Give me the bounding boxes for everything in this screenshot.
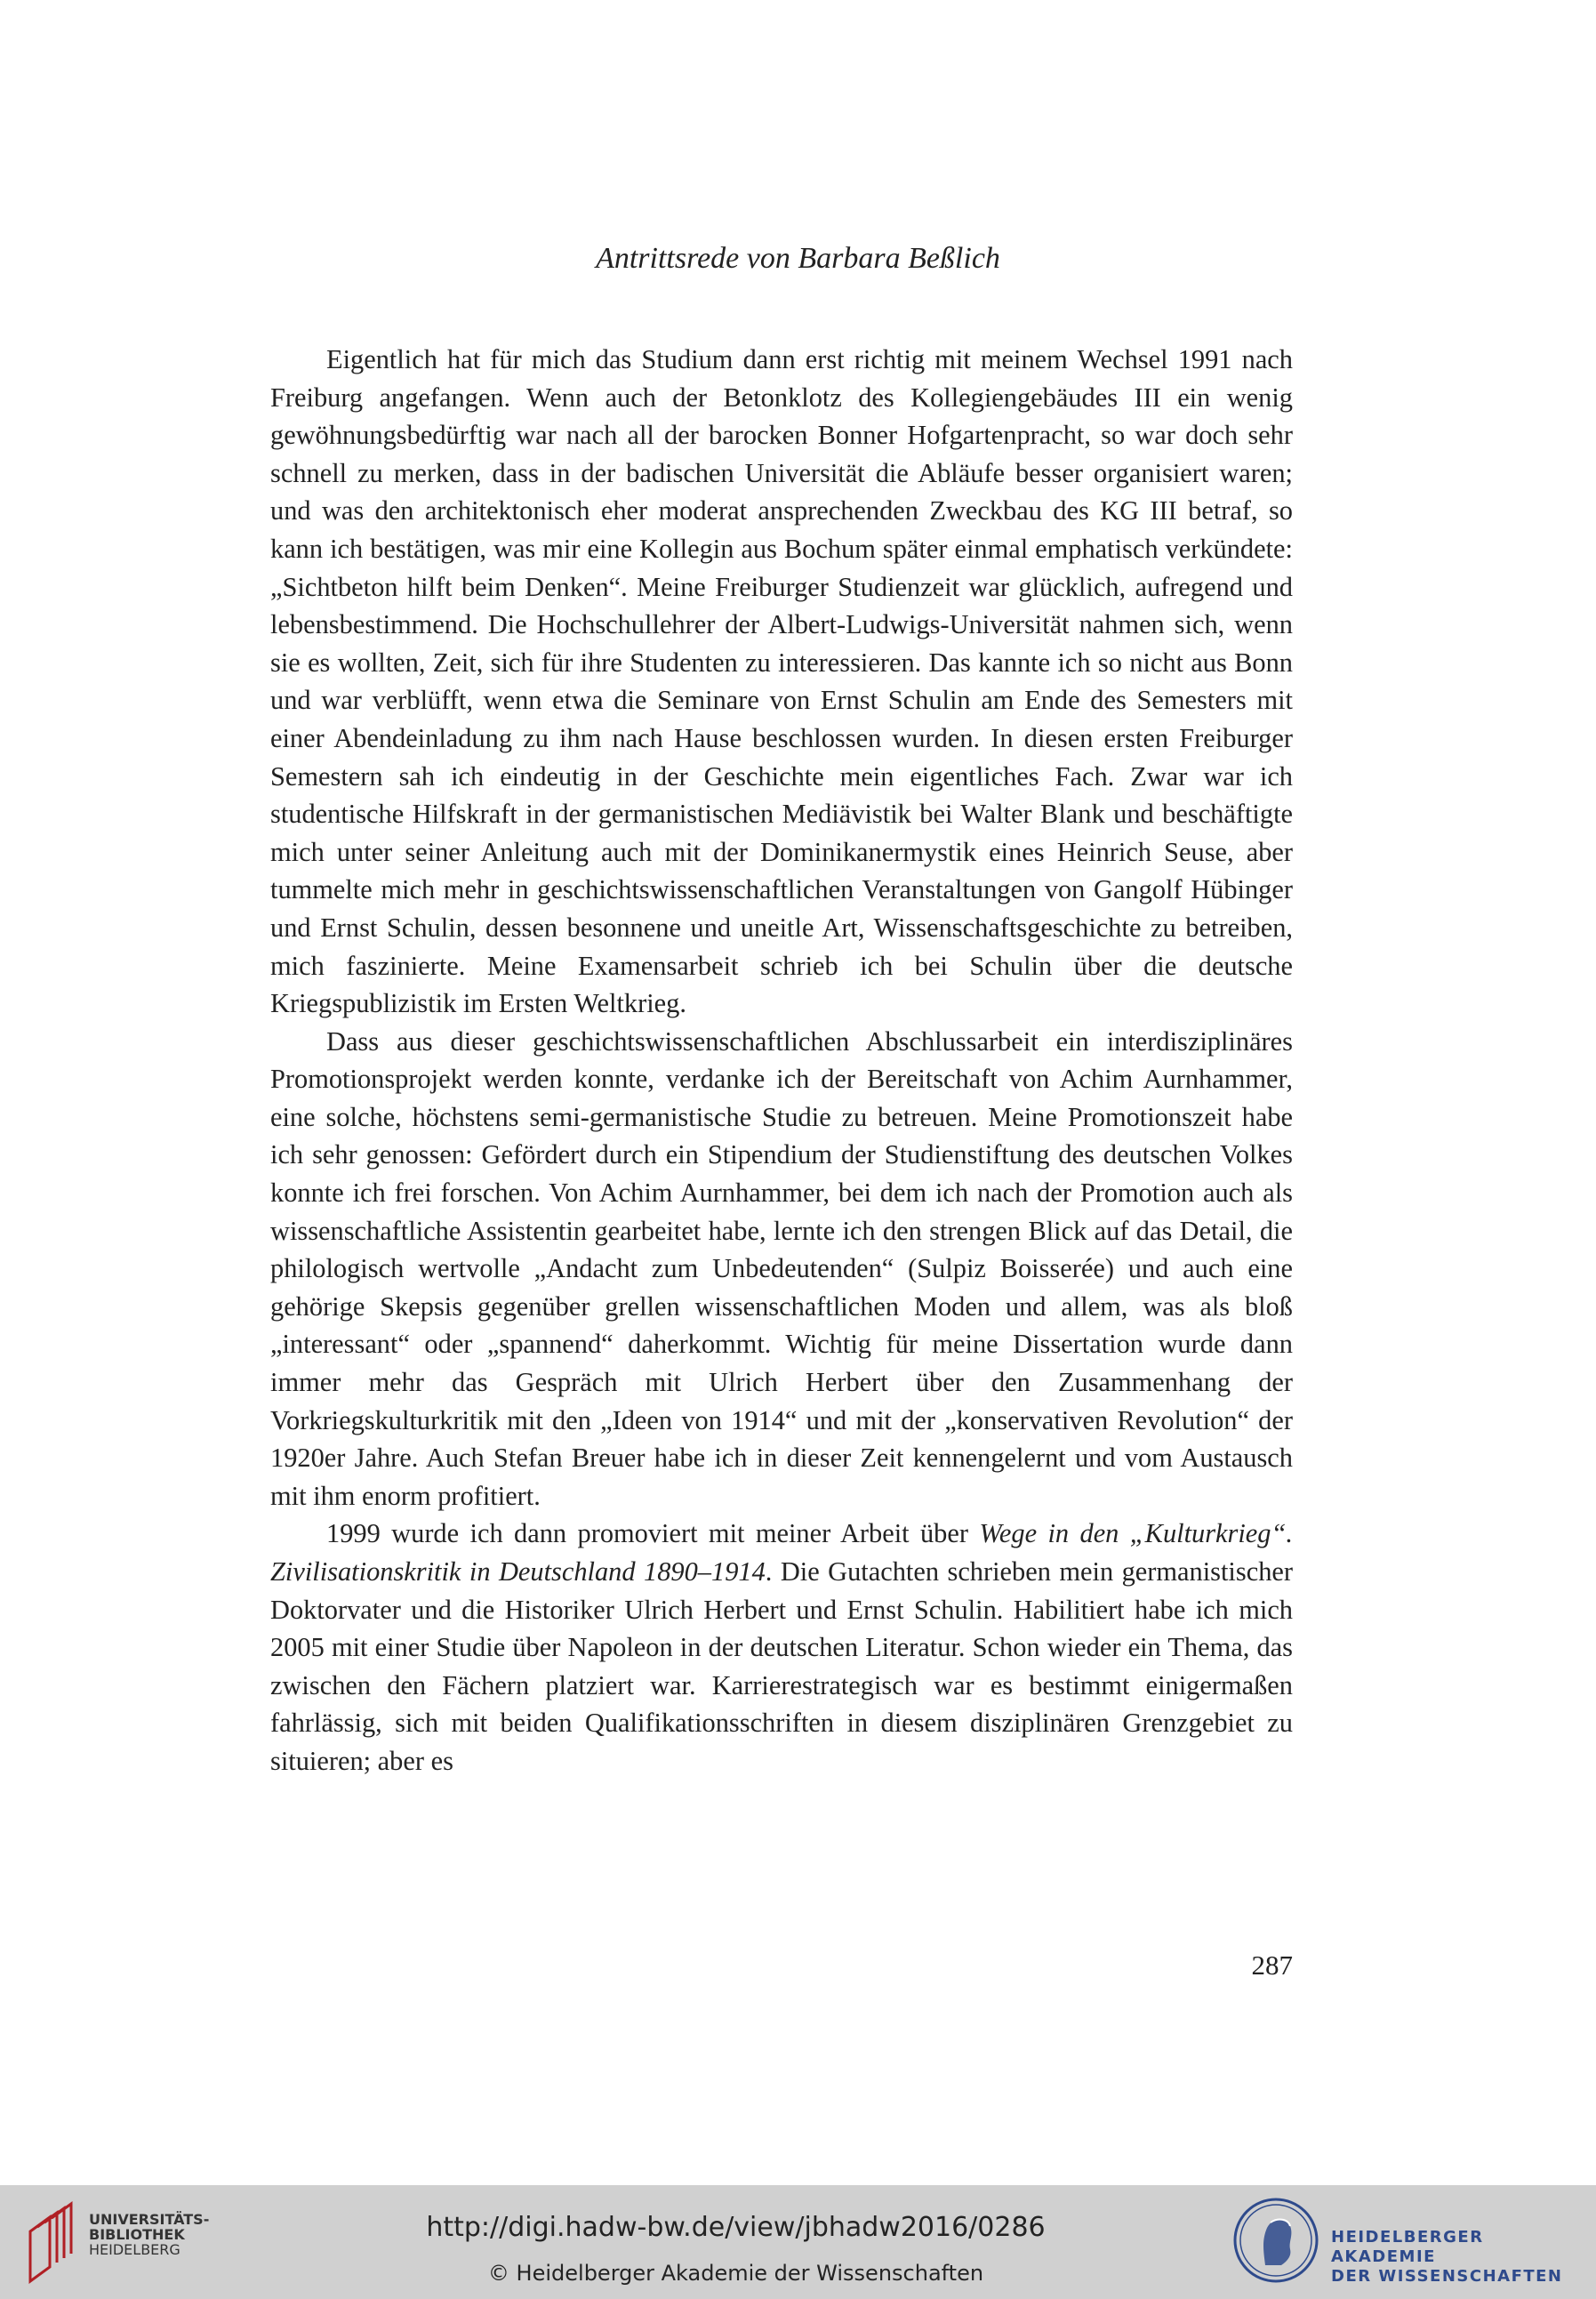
- copyright-notice: © Heidelberger Akademie der Wissenschaften: [487, 2261, 984, 2286]
- hadw-logo-line: DER WISSENSCHAFTEN: [1331, 2267, 1563, 2286]
- hadw-logo[interactable]: [1231, 2196, 1587, 2294]
- hadw-logo-line: HEIDELBERGER AKADEMIE: [1331, 2228, 1484, 2266]
- footer-bar: [0, 2185, 1596, 2299]
- running-header: Antrittsrede von Barbara Beßlich: [596, 242, 1000, 275]
- paragraph: [270, 1515, 1293, 1780]
- paragraph: Dass aus dieser geschichtswissenschaftlichen Abschlussarbeit ein interdisziplinäres Promotionsprojekt werden konnte, verdanke ich der Bereitschaft von Achim Aurnhammer, eine solche, höchstens semi-germanistische Studie zu betreuen. Meine Promotionszeit habe ich sehr genossen: Gefördert durch ein Stipendium der Studienstiftung des deutschen Volkes konnte ich frei forschen. Von Achim Aurnhammer, bei dem ich nach der Promotion auch als wissenschaftliche Assistentin gearbeitet habe, lernte ich den strengen Blick auf das Detail, die philologisch wertvolle „Andacht zum Unbedeutenden“ (Sulpiz Boisserée) und auch eine gehörige Skepsis gegenüber grellen wissenschaftlichen Moden und allem, was als bloß „interessant“ oder „spannend“ daherkommt. Wichtig für meine Dissertation wurde dann immer mehr das Gespräch mit Ulrich Herbert über den Zusammenhang der Vorkriegskulturkritik mit den „Ideen von 1914“ und mit der „konservativen Revolution“ der 1920er Jahre. Auch Stefan Breuer habe ich in dieser Zeit kennengelernt und vom Austausch mit ihm enorm profitiert.: [270, 1025, 1293, 1511]
- permalink-url-text[interactable]: http://digi.hadw-bw.de/view/jbhadw2016/0286: [426, 2212, 1046, 2243]
- ub-logo-line: BIBLIOTHEK: [89, 2226, 185, 2243]
- paragraph: Eigentlich hat für mich das Studium dann erst richtig mit meinem Wechsel 1991 nach Freiburg angefangen. Wenn auch der Betonklotz des Kollegiengebäudes III ein wenig gewöhnungsbedürftig war nach all der barocken Bonner Hofgartenpracht, so war doch sehr schnell zu merken, dass in der badischen Universität die Abläufe besser organisiert waren; und was den architektonisch eher moderat ansprechenden Zweckbau des KG III betraf, so kann ich bestätigen, was mir eine Kollegin aus Bochum später einmal emphatisch verkündete: „Sichtbeton hilft beim Denken“. Meine Freiburger Studienzeit war glücklich, aufregend und lebensbestimmend. Die Hochschullehrer der Albert-Ludwigs-Universität nahmen sich, wenn sie es wollten, Zeit, sich für ihre Studenten zu interessieren. Das kannte ich so nicht aus Bonn und war verblüfft, wenn etwa die Seminare von Ernst Schulin am Ende des Semesters mit einer Abendeinladung zu ihm nach Hause beschlossen wurden. In diesen ersten Freiburger Semestern sah ich eindeutig in der Geschichte mein eigentliches Fach. Zwar war ich studentische Hilfskraft in der germanistischen Mediävistik bei Walter Blank und beschäftigte mich unter seiner Anleitung auch mit der Dominikanermystik eines Heinrich Seuse, aber tummelte mich mehr in geschichtswissenschaftlichen Veranstaltungen von Gangolf Hübinger und Ernst Schulin, dessen besonnene und uneitle Art, Wissenschaftsgeschichte zu betreiben, mich faszinierte. Meine Examensarbeit schrieb ich bei Schulin über die deutsche Kriegspublizistik im Ersten Weltkrieg.: [270, 344, 1293, 1019]
- ub-logo-line: UNIVERSITÄTS-: [89, 2211, 210, 2228]
- paragraph-text: 1999 wurde ich dann promoviert mit meiner Arbeit über: [326, 1518, 980, 1549]
- paragraph-text: . Die Gutachten schrieben mein germanistischer Doktorvater und die Historiker Ulrich Herbert und Ernst Schulin. Habilitiert habe ich mich 2005 mit einer Studie über Napoleon in der deutschen Literatur. Schon wieder ein Thema, das zwischen den Fächern platziert war. Karrierestrategisch war es bestimmt einigermaßen fahrlässig, sich mit beiden Qualifikationsschriften in diesem disziplinären Grenzgebiet zu situieren; aber es: [270, 1556, 1293, 1776]
- hadw-medallion-icon: [1231, 2196, 1320, 2285]
- book-title: Wege in den „Kulturkrieg“. Zivilisationskritik in Deutschland 1890–1914: [270, 1518, 1293, 1587]
- hadw-logo-text: [1331, 2228, 1587, 2287]
- page-number: 287: [1251, 1949, 1293, 1981]
- ub-logo-line: HEIDELBERG: [89, 2241, 180, 2258]
- body-text: [270, 341, 1293, 1781]
